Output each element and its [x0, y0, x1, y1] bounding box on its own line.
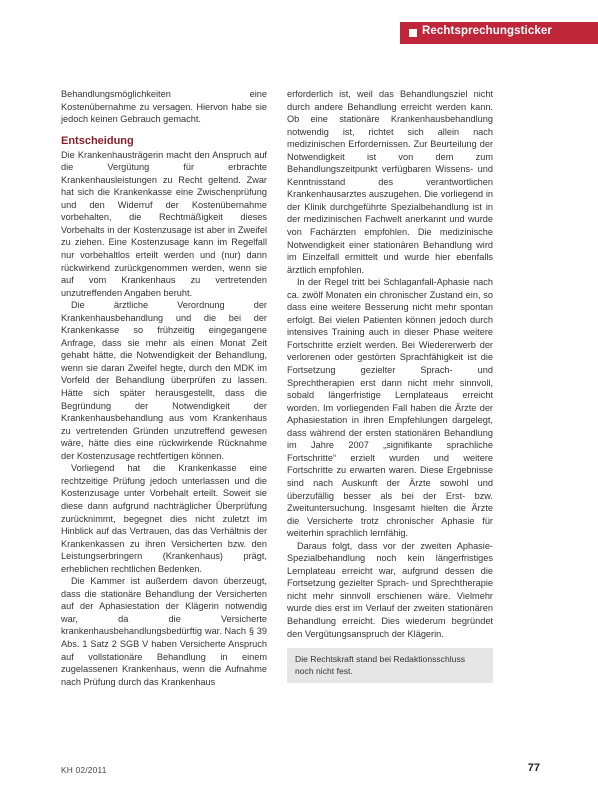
editorial-note-box: Die Rechtskraft stand bei Redaktionsschluss noch nicht fest. [287, 648, 493, 683]
body-paragraph: Vorliegend hat die Krankenkasse eine rechtzeitige Prüfung jedoch unterlassen und die Kostenzusage unter Vorbehalt erteilt. Soweit sie diese dann aufgrund nachträglicher Überprüfung zurücknimmt, begegnet dies nicht zuletzt im Hinblick auf das Vertrauen, das das Verhältnis der Krankenkassen zu ihren Versicherten bzw. den Leistungserbringern (Krankenhaus) prägt, erheblichen rechtlichen Bedenken. [61, 463, 267, 574]
section-heading: Entscheidung [61, 134, 134, 147]
left-column [61, 88, 267, 688]
page-number: 77 [527, 762, 540, 774]
right-column [287, 88, 493, 683]
intro-paragraph: Behandlungsmöglichkeiten eine Kostenübernahme zu versagen. Hiervon habe sie jedoch keinen Gebrauch gemacht. [61, 89, 267, 125]
body-paragraph: Daraus folgt, dass vor der zweiten Aphasie-Spezialbehandlung noch kein längerfristiges Lernplateau erreicht war, aufgrund dessen die Fortsetzung gezielter Sprach- und Sprechtherapie nicht mehr sinnvoll erschienen wäre. Vielmehr wurde dies erst im Verlauf der zweiten stationären Behandlung erreicht. Dies wiederum begründet den Vergütungsanspruch der Klägerin. [287, 540, 493, 639]
body-paragraph: erforderlich ist, weil das Behandlungsziel nicht durch andere Behandlung erreicht werden kann. Ob eine stationäre Krankenhausbehandlung notwendig ist, richtet sich allein nach medizinischen Erfordernissen. Zur Beurteilung der Notwendigkeit ist von dem zum Behandlungszeitpunkt verfügbaren Wissens- und Kenntnisstand des verantwortlichen Krankenhausarztes auszugehen. Die vorliegend in der Klinik durchgeführte Spezialbehandlung ist in der medizinischen Fachwelt anerkannt und wurde von Fachärzten empfohlen. Die medizinische Notwendigkeit einer stationären Behandlung wird im Einzelfall ermittelt und wurde hier ebenfalls ärztlich empfohlen. [287, 89, 493, 275]
section-header-label: Rechtsprechungsticker [422, 25, 552, 37]
body-paragraph: In der Regel tritt bei Schlaganfall-Aphasie nach ca. zwölf Monaten ein chronischer Zustand ein, so dass eine weitere Besserung nicht mehr spontan erfolgt. Bei vielen Patienten können jedoch durch intensives Training auch in dieser Phase weitere Fortschritte erzielt werden. Bei Wiedererwerb der verlorenen oder gestörten Sprachfähigkeit ist die Fortsetzung gezielter Sprach- und Sprechtherapien erst dann nicht mehr sinnvoll, sobald längerfristige Lernplateaus erreicht worden. Im vorliegenden Fall haben die Ärzte der Aphasiestation in ihren Empfehlungen dargelegt, dass während der ersten stationären Behandlung im Jahre 2007 „signifikante sprachliche Fortschritte“ erzielt wurden und weitere Fortschritte zu erwarten waren. Diese Ergebnisse sind nach Auskunft der Ärzte sowohl und überzufällig besser als bei der Erst- bzw. Zweituntersuchung. Insgesamt hielten die Ärzte die Versicherte trotz chronischer Aphasie für weiterhin sprachlich lernfähig. [287, 277, 493, 539]
issue-label: KH 02/2011 [61, 765, 107, 775]
square-bullet-icon [409, 29, 417, 37]
section-header-band [400, 22, 598, 44]
body-paragraph: Die Krankenhausträgerin macht den Anspruch auf die Vergütung für erbrachte Krankenhausleistungen zu Recht geltend. Zwar hat sich die Krankenkasse eine Zwischenprüfung und den Widerruf der Kostenübernahme vorbehalten, die Rechtmäßigkeit dieses Vorbehalts in der Kostenzusage ist aber in Zweifel zu ziehen. Eine Kostenzusage kann im Regelfall nur vorbehaltlos erteilt werden und (nur) dann rückwirkend zurückgenommen werden, wenn sie auf vom Krankenhaus zu vertretenden unzutreffenden Angaben beruht. [61, 149, 267, 298]
body-paragraph: Die ärztliche Verordnung der Krankenhausbehandlung und die bei der Krankenkasse so frühzeitig eingegangene Anfrage, dass sie mehr als einen Monat Zeit gehabt hätte, die Notwendigkeit der Behandlung, wenn sie daran Zweifel hegte, durch den MDK im Vorfeld der Behandlung überprüfen zu lassen. Hätte sich später herausgestellt, dass die Begründung der Notwendigkeit der Krankenhausbehandlung aus vom Krankenhaus zu vertretenden Gründen unzutreffend gewesen wäre, hätte dies eine rückwirkende Rücknahme der Kostenzusage rechtfertigen können. [61, 300, 267, 461]
body-paragraph: Die Kammer ist außerdem davon überzeugt, dass die stationäre Behandlung der Versicherten auf der Aphasiestation der Klägerin notwendig war, da die Versicherte krankenhausbehandlungsbedürftig war. Nach § 39 Abs. 1 Satz 2 SGB V haben Versicherte Anspruch auf vollstationäre Behandlung in einem zugelassenen Krankenhaus, wenn die Aufnahme nach Prüfung durch das Krankenhaus [61, 576, 267, 687]
